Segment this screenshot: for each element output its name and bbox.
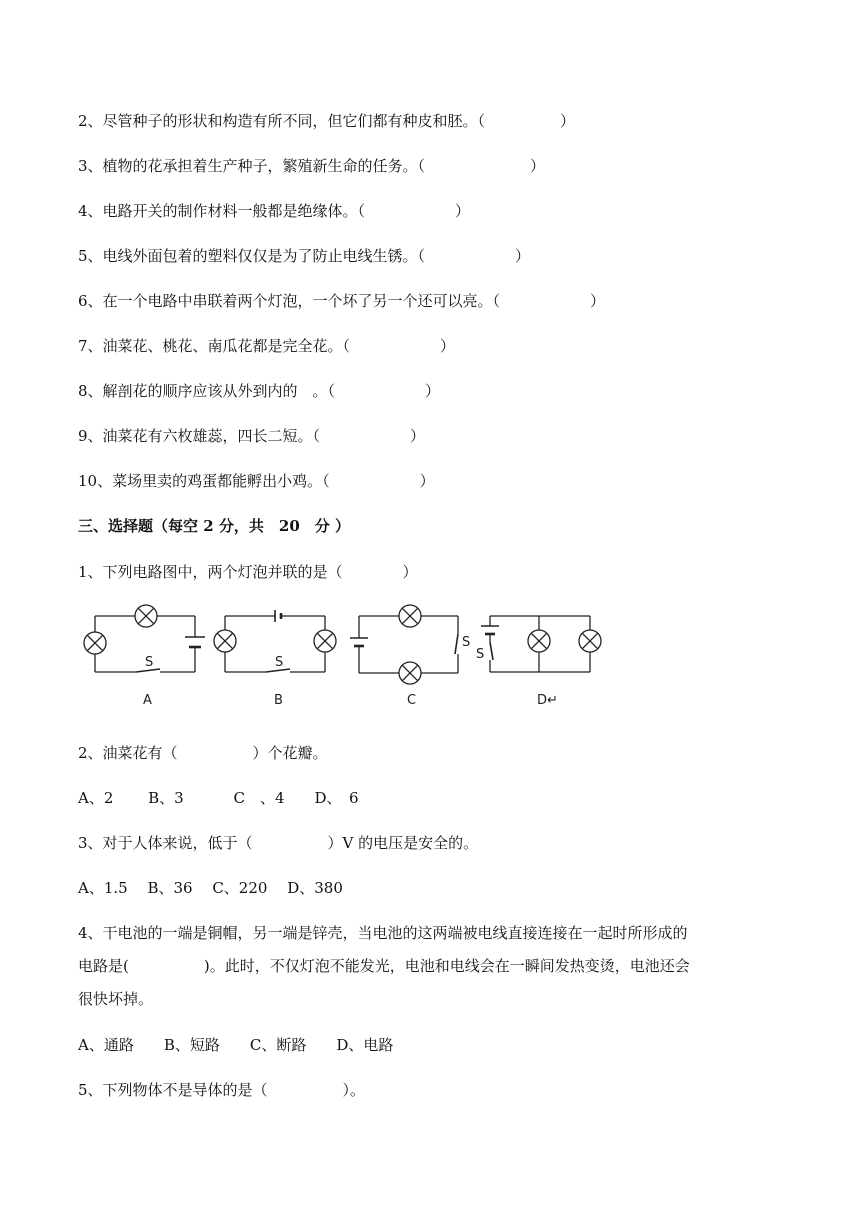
judgement-item-2: 2、尽管种子的形状和构造有所不同，但它们都有种皮和胚。（ ） (78, 112, 576, 130)
switch-label-d: S (476, 647, 485, 662)
judgement-item-5: 5、电线外面包着的塑料仅仅是为了防止电线生锈。（ ） (78, 247, 531, 265)
judgement-item-9: 9、油菜花有六枚雄蕊，四长二短。（ ） (78, 427, 426, 445)
question-4-line-3: 很快坏掉。 (78, 990, 154, 1008)
bulb-b2 (314, 630, 336, 652)
bulb-d1 (528, 630, 550, 652)
diagram-label-b: B (274, 693, 283, 708)
switch-label-c: S (462, 635, 471, 650)
question-2-options: A、2 B、3 C 、4 D、 6 (78, 789, 359, 807)
bulb-d2 (579, 630, 601, 652)
question-3-options: A、1.5 B、36 C、220 D、380 (78, 879, 343, 897)
diagram-label-d: D↵ (537, 693, 558, 708)
switch-label-a: S (145, 655, 154, 670)
question-4-line-2: 电路是( )。此时，不仅灯泡不能发光，电池和电线会在一瞬间发热变烫，电池还会 (78, 957, 690, 975)
bulb-c1 (399, 605, 421, 627)
question-1: 1、下列电路图中，两个灯泡并联的是（ ） (78, 563, 418, 581)
judgement-item-10: 10、菜场里卖的鸡蛋都能孵出小鸡。（ ） (78, 472, 435, 490)
judgement-item-3: 3、植物的花承担着生产种子，繁殖新生命的任务。（ ） (78, 157, 546, 175)
circuit-diagrams (70, 598, 630, 718)
diagram-label-a: A (143, 693, 152, 708)
bulb-a2 (135, 605, 157, 627)
bulb-b1 (214, 630, 236, 652)
question-2: 2、油菜花有（ ）个花瓣。 (78, 744, 328, 762)
question-4-options: A、通路 B、短路 C、断路 D、电路 (78, 1036, 394, 1054)
circuit-diagram-c (350, 605, 458, 684)
question-5: 5、下列物体不是导体的是（ ）。 (78, 1081, 366, 1099)
section-heading: 三、选择题（每空 2 分，共 20 分 ） (78, 517, 350, 535)
judgement-item-4: 4、电路开关的制作材料一般都是绝缘体。（ ） (78, 202, 471, 220)
circuit-diagram-d (481, 616, 601, 672)
switch-label-b: S (275, 655, 284, 670)
question-3: 3、对于人体来说，低于（ ）V 的电压是安全的。 (78, 834, 479, 852)
bulb-a1 (84, 632, 106, 654)
diagram-label-c: C (407, 693, 417, 708)
question-4-line-1: 4、干电池的一端是铜帽，另一端是锌壳，当电池的这两端被电线直接连接在一起时所形成的 (78, 924, 688, 942)
judgement-item-7: 7、油菜花、桃花、南瓜花都是完全花。（ ） (78, 337, 456, 355)
judgement-item-8: 8、解剖花的顺序应该从外到内的 。（ ） (78, 382, 441, 400)
bulb-c2 (399, 662, 421, 684)
judgement-item-6: 6、在一个电路中串联着两个灯泡，一个坏了另一个还可以亮。（ ） (78, 292, 606, 310)
question-4 (78, 917, 784, 1016)
